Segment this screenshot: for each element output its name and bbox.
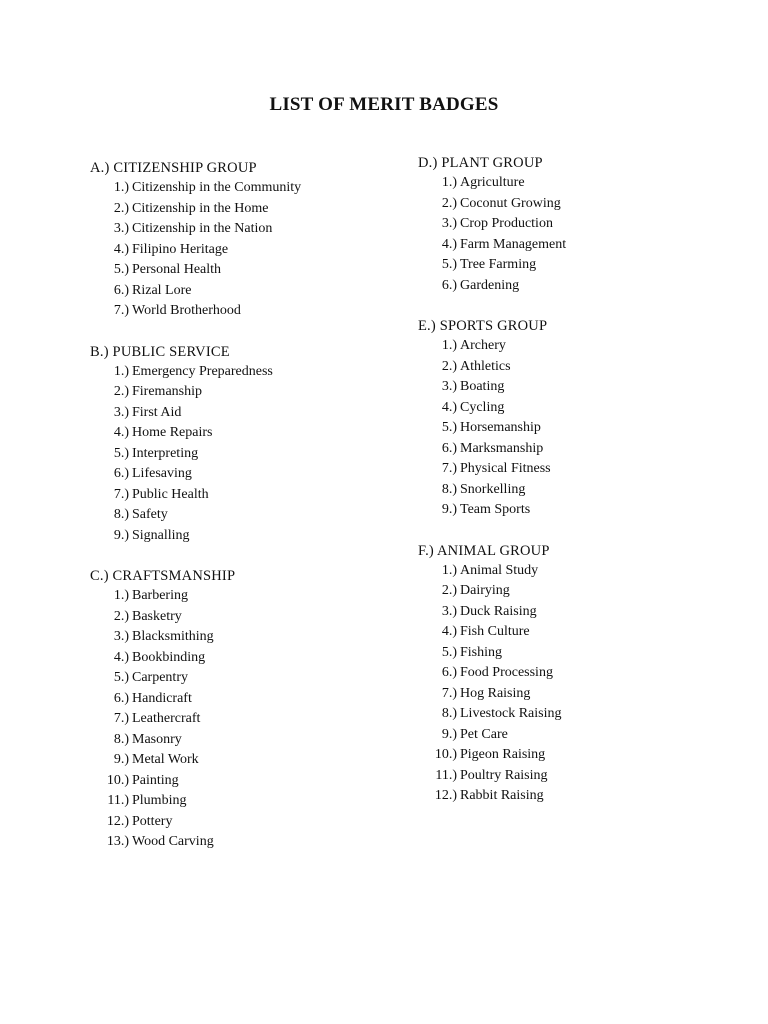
item-number: 4.)	[113, 425, 129, 440]
badge-name: Boating	[460, 379, 505, 394]
badge-list	[90, 178, 410, 322]
list-item	[90, 485, 410, 506]
item-number: 5.)	[441, 257, 457, 272]
list-item	[418, 581, 738, 602]
list-item	[418, 500, 738, 521]
item-number: 1.)	[441, 175, 457, 190]
badge-name: Rizal Lore	[132, 282, 192, 298]
badge-name: Firemanship	[132, 384, 202, 399]
item-number: 6.)	[441, 440, 457, 456]
list-item	[90, 607, 410, 628]
badge-name: Crop Production	[460, 216, 553, 231]
badge-name: Pet Care	[460, 726, 508, 742]
item-number: 5.)	[441, 644, 457, 660]
list-item	[418, 663, 738, 684]
badge-name: Poultry Raising	[460, 767, 548, 783]
item-number: 4.)	[113, 241, 129, 257]
item-number: 13.)	[106, 834, 129, 849]
item-number: 1.)	[441, 338, 457, 353]
badge-name: Plumbing	[132, 793, 187, 808]
badge-name: Filipino Heritage	[132, 241, 229, 257]
item-number: 2.)	[113, 384, 129, 399]
badge-name: Personal Health	[132, 262, 222, 277]
list-item	[90, 240, 410, 261]
badge-name: Pottery	[132, 813, 173, 829]
item-number: 9.)	[113, 752, 129, 767]
group-title: B.) PUBLIC SERVICE	[90, 343, 230, 360]
badge-name: Pigeon Raising	[460, 747, 546, 762]
list-item	[418, 276, 738, 297]
item-number: 12.)	[434, 788, 457, 803]
page-title: LIST OF MERIT BADGES	[269, 94, 499, 115]
item-number: 3.)	[113, 629, 129, 644]
badge-name: Carpentry	[132, 670, 188, 685]
list-item	[418, 214, 738, 235]
item-number: 8.)	[113, 731, 129, 747]
list-item	[418, 725, 738, 746]
list-item	[418, 561, 738, 582]
item-number: 2.)	[113, 608, 129, 624]
list-item	[418, 357, 738, 378]
list-item	[418, 418, 738, 439]
badge-name: Horsemanship	[460, 420, 541, 435]
badge-group	[90, 342, 410, 547]
list-item	[90, 648, 410, 669]
item-number: 2.)	[441, 195, 457, 211]
item-number: 6.)	[441, 665, 457, 680]
item-number: 3.)	[113, 221, 129, 236]
item-number: 5.)	[441, 420, 457, 435]
item-number: 6.)	[113, 466, 129, 481]
item-number: 1.)	[113, 180, 129, 195]
item-number: 9.)	[113, 527, 129, 543]
list-item	[90, 526, 410, 547]
badge-name: Blacksmithing	[132, 629, 214, 644]
item-number: 3.)	[441, 216, 457, 231]
item-number: 7.)	[113, 711, 129, 726]
badge-name: Lifesaving	[132, 466, 192, 481]
list-item	[418, 459, 738, 480]
badge-name: Signalling	[132, 527, 190, 543]
badge-group	[90, 158, 410, 322]
list-item	[90, 505, 410, 526]
list-item	[90, 464, 410, 485]
item-number: 1.)	[113, 588, 129, 603]
item-number: 9.)	[441, 726, 457, 742]
badge-name: World Brotherhood	[132, 303, 241, 318]
badge-name: Coconut Growing	[460, 195, 561, 211]
list-item	[418, 235, 738, 256]
list-item	[90, 219, 410, 240]
item-number: 7.)	[441, 685, 457, 701]
badge-name: Wood Carving	[132, 834, 214, 849]
item-number: 10.)	[434, 747, 457, 762]
list-item	[418, 786, 738, 807]
list-item	[418, 480, 738, 501]
list-item	[90, 403, 410, 424]
badge-name: Safety	[132, 507, 168, 522]
item-number: 4.)	[441, 236, 457, 252]
badge-name: Marksmanship	[460, 440, 544, 456]
list-item	[90, 812, 410, 833]
list-item	[418, 377, 738, 398]
list-item	[90, 668, 410, 689]
badge-name: Home Repairs	[132, 425, 213, 440]
badge-group	[418, 153, 738, 296]
badge-name: Fishing	[460, 644, 503, 660]
item-number: 6.)	[113, 282, 129, 298]
list-item	[90, 260, 410, 281]
badge-name: Hog Raising	[460, 685, 531, 701]
item-number: 5.)	[113, 670, 129, 685]
badge-name: First Aid	[132, 404, 182, 420]
list-item	[90, 750, 410, 771]
group-title: A.) CITIZENSHIP GROUP	[90, 160, 257, 176]
list-item	[90, 423, 410, 444]
list-item	[90, 178, 410, 199]
list-item	[418, 766, 738, 787]
list-item	[418, 336, 738, 357]
badge-name: Citizenship in the Nation	[132, 221, 273, 236]
badge-name: Agriculture	[460, 175, 525, 190]
item-number: 12.)	[106, 813, 129, 829]
badge-name: Barbering	[132, 588, 188, 603]
list-item	[90, 586, 410, 607]
item-number: 5.)	[113, 262, 129, 277]
list-item	[418, 643, 738, 664]
badge-name: Athletics	[460, 358, 511, 374]
badge-list	[418, 173, 738, 296]
item-number: 3.)	[441, 379, 457, 394]
list-item	[90, 730, 410, 751]
item-number: 5.)	[113, 445, 129, 461]
list-item	[90, 199, 410, 220]
list-item	[90, 791, 410, 812]
item-number: 2.)	[113, 200, 129, 216]
badge-name: Public Health	[132, 486, 209, 502]
group-title: E.) SPORTS GROUP	[418, 318, 548, 334]
badge-name: Leathercraft	[132, 711, 201, 726]
badge-name: Physical Fitness	[460, 461, 551, 476]
list-item	[90, 627, 410, 648]
badge-name: Animal Study	[460, 562, 539, 578]
item-number: 4.)	[113, 649, 129, 665]
item-number: 9.)	[441, 502, 457, 517]
list-item	[418, 439, 738, 460]
badge-list	[90, 586, 410, 853]
badge-name: Handicraft	[132, 690, 192, 706]
badge-group	[418, 316, 738, 521]
badge-name: Basketry	[132, 608, 182, 624]
badge-name: Citizenship in the Community	[132, 180, 302, 195]
badge-name: Bookbinding	[132, 649, 206, 665]
item-number: 2.)	[441, 583, 457, 598]
list-item	[418, 173, 738, 194]
list-item	[90, 362, 410, 383]
item-number: 3.)	[441, 603, 457, 619]
item-number: 10.)	[106, 772, 129, 788]
item-number: 7.)	[113, 303, 129, 318]
list-item	[418, 255, 738, 276]
list-item	[418, 704, 738, 725]
list-item	[418, 194, 738, 215]
badge-name: Masonry	[132, 731, 182, 747]
badge-name: Food Processing	[460, 665, 553, 680]
badge-name: Farm Management	[460, 236, 567, 252]
item-number: 4.)	[441, 624, 457, 639]
badge-name: Archery	[460, 338, 506, 353]
list-item	[90, 709, 410, 730]
badge-name: Rabbit Raising	[460, 788, 544, 803]
badge-name: Gardening	[460, 277, 520, 293]
list-item	[418, 398, 738, 419]
list-item	[418, 684, 738, 705]
badge-name: Metal Work	[132, 752, 199, 767]
badge-name: Cycling	[460, 399, 505, 415]
list-item	[90, 301, 410, 322]
group-title: F.) ANIMAL GROUP	[418, 542, 550, 559]
badge-name: Tree Farming	[460, 257, 537, 272]
list-item	[90, 689, 410, 710]
badge-name: Duck Raising	[460, 603, 537, 619]
item-number: 4.)	[441, 399, 457, 415]
badge-name: Dairying	[460, 583, 510, 598]
badge-name: Team Sports	[460, 502, 531, 517]
badge-name: Fish Culture	[460, 624, 530, 639]
badge-name: Snorkelling	[460, 481, 526, 497]
list-item	[90, 281, 410, 302]
item-number: 1.)	[113, 363, 129, 379]
list-item	[90, 444, 410, 465]
group-title: C.) CRAFTSMANSHIP	[90, 568, 236, 584]
item-number: 1.)	[441, 562, 457, 578]
badge-group	[90, 566, 410, 853]
right-column	[418, 153, 738, 827]
item-number: 6.)	[441, 277, 457, 293]
badge-name: Livestock Raising	[460, 706, 562, 721]
item-number: 7.)	[441, 461, 457, 476]
item-number: 7.)	[113, 486, 129, 502]
group-title: D.) PLANT GROUP	[418, 155, 543, 171]
item-number: 11.)	[107, 793, 129, 808]
item-number: 8.)	[113, 507, 129, 522]
badge-list	[418, 561, 738, 807]
badge-name: Citizenship in the Home	[132, 200, 269, 216]
item-number: 3.)	[113, 404, 129, 420]
list-item	[90, 382, 410, 403]
list-item	[418, 622, 738, 643]
list-item	[90, 771, 410, 792]
badge-list	[90, 362, 410, 547]
item-number: 2.)	[441, 358, 457, 374]
item-number: 8.)	[441, 706, 457, 721]
left-column	[90, 158, 410, 873]
badge-group	[418, 541, 738, 807]
badge-name: Painting	[132, 772, 179, 788]
badge-name: Interpreting	[132, 445, 199, 461]
list-item	[418, 602, 738, 623]
item-number: 8.)	[441, 481, 457, 497]
list-item	[418, 745, 738, 766]
item-number: 11.)	[435, 767, 457, 783]
badge-name: Emergency Preparedness	[132, 363, 273, 379]
badge-list	[418, 336, 738, 521]
item-number: 6.)	[113, 690, 129, 706]
list-item	[90, 832, 410, 853]
